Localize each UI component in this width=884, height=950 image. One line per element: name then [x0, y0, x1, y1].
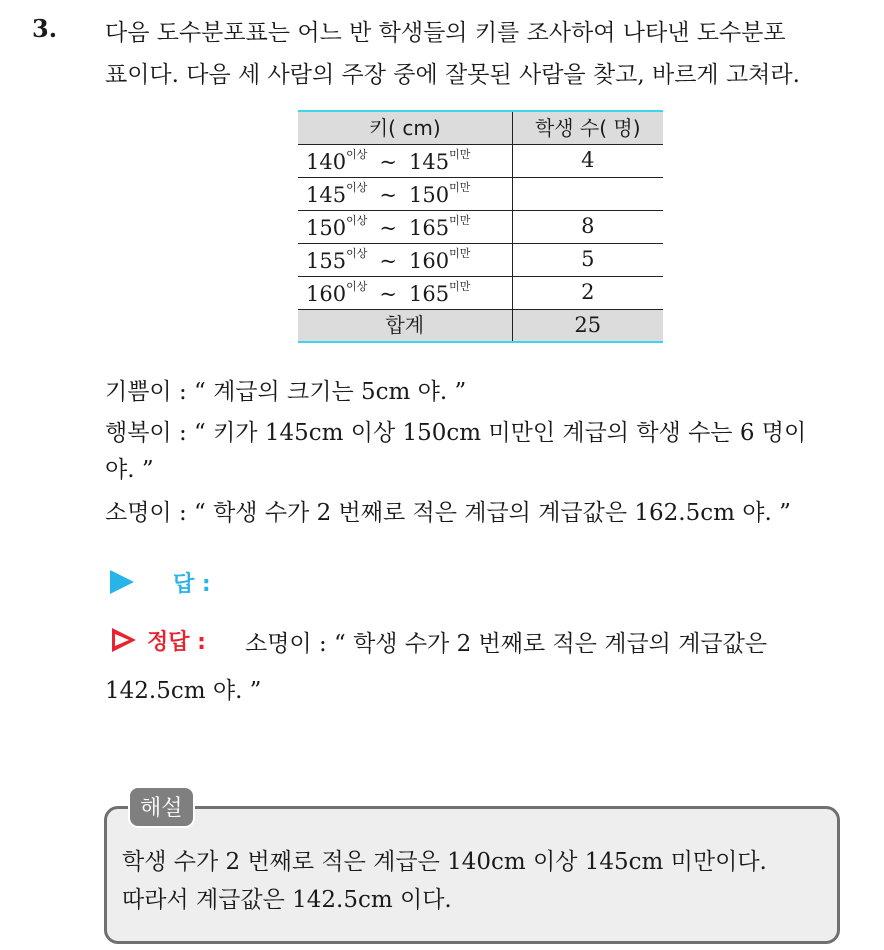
- table-total-row: [298, 309, 663, 342]
- statement-haengbok-line1: 행복이 : “ 키가 145cm 이상 150cm 미만인 계급의 학생 수는 6 명이: [105, 420, 807, 446]
- total-label: 합계: [298, 309, 512, 342]
- total-count: 25: [512, 309, 663, 342]
- statement-somyeong: 소명이 : “ 학생 수가 2 번째로 적은 계급의 계급값은 162.5cm 야. ”: [105, 500, 791, 526]
- question-text-line2: 표이다. 다음 세 사람의 주장 중에 잘못된 사람을 찾고, 바르게 고쳐라.: [105, 62, 800, 88]
- answer-arrow-icon: [110, 570, 134, 594]
- statement-haengbok-line2: 야. ”: [105, 457, 154, 483]
- table-row: [298, 276, 663, 309]
- class-frequency: 8: [512, 210, 663, 243]
- header-student-count: 학생 수( 명): [512, 111, 663, 144]
- class-frequency: 2: [512, 276, 663, 309]
- class-frequency: 5: [512, 243, 663, 276]
- table-row: [298, 243, 663, 276]
- statement-gippeum: 기쁨이 : “ 계급의 크기는 5cm 야. ”: [105, 379, 467, 405]
- table-header-row: [298, 111, 663, 144]
- class-interval: $160^{이상}$ ~ $165^{미만}$: [298, 276, 512, 309]
- class-interval: $140^{이상}$ ~ $145^{미만}$: [298, 144, 512, 177]
- explanation-line1: 학생 수가 2 번째로 적은 계급은 140cm 이상 145cm 미만이다.: [122, 849, 767, 875]
- answer-label: 답 :: [173, 572, 211, 597]
- question-text-line1: 다음 도수분포표는 어느 반 학생들의 키를 조사하여 나타낸 도수분포: [105, 20, 786, 46]
- explanation-line2: 따라서 계급값은 142.5cm 이다.: [122, 887, 452, 913]
- class-frequency: [512, 177, 663, 210]
- header-height: 키( cm): [298, 111, 512, 144]
- question-number: 3.: [32, 14, 58, 43]
- class-interval: $150^{이상}$ ~ $165^{미만}$: [298, 210, 512, 243]
- correct-answer-line1: 소명이 : “ 학생 수가 2 번째로 적은 계급의 계급값은: [245, 631, 768, 657]
- table-row: [298, 177, 663, 210]
- frequency-table: [298, 110, 663, 343]
- table-row: [298, 210, 663, 243]
- explanation-badge: 해설: [128, 786, 195, 828]
- class-interval: $155^{이상}$ ~ $160^{미만}$: [298, 243, 512, 276]
- table-row: [298, 144, 663, 177]
- correct-answer-arrow-inner: [115, 634, 129, 646]
- class-frequency: 4: [512, 144, 663, 177]
- class-interval: $145^{이상}$ ~ $150^{미만}$: [298, 177, 512, 210]
- correct-answer-line2: 142.5cm 야. ”: [105, 678, 262, 704]
- correct-answer-label: 정답 :: [147, 630, 206, 655]
